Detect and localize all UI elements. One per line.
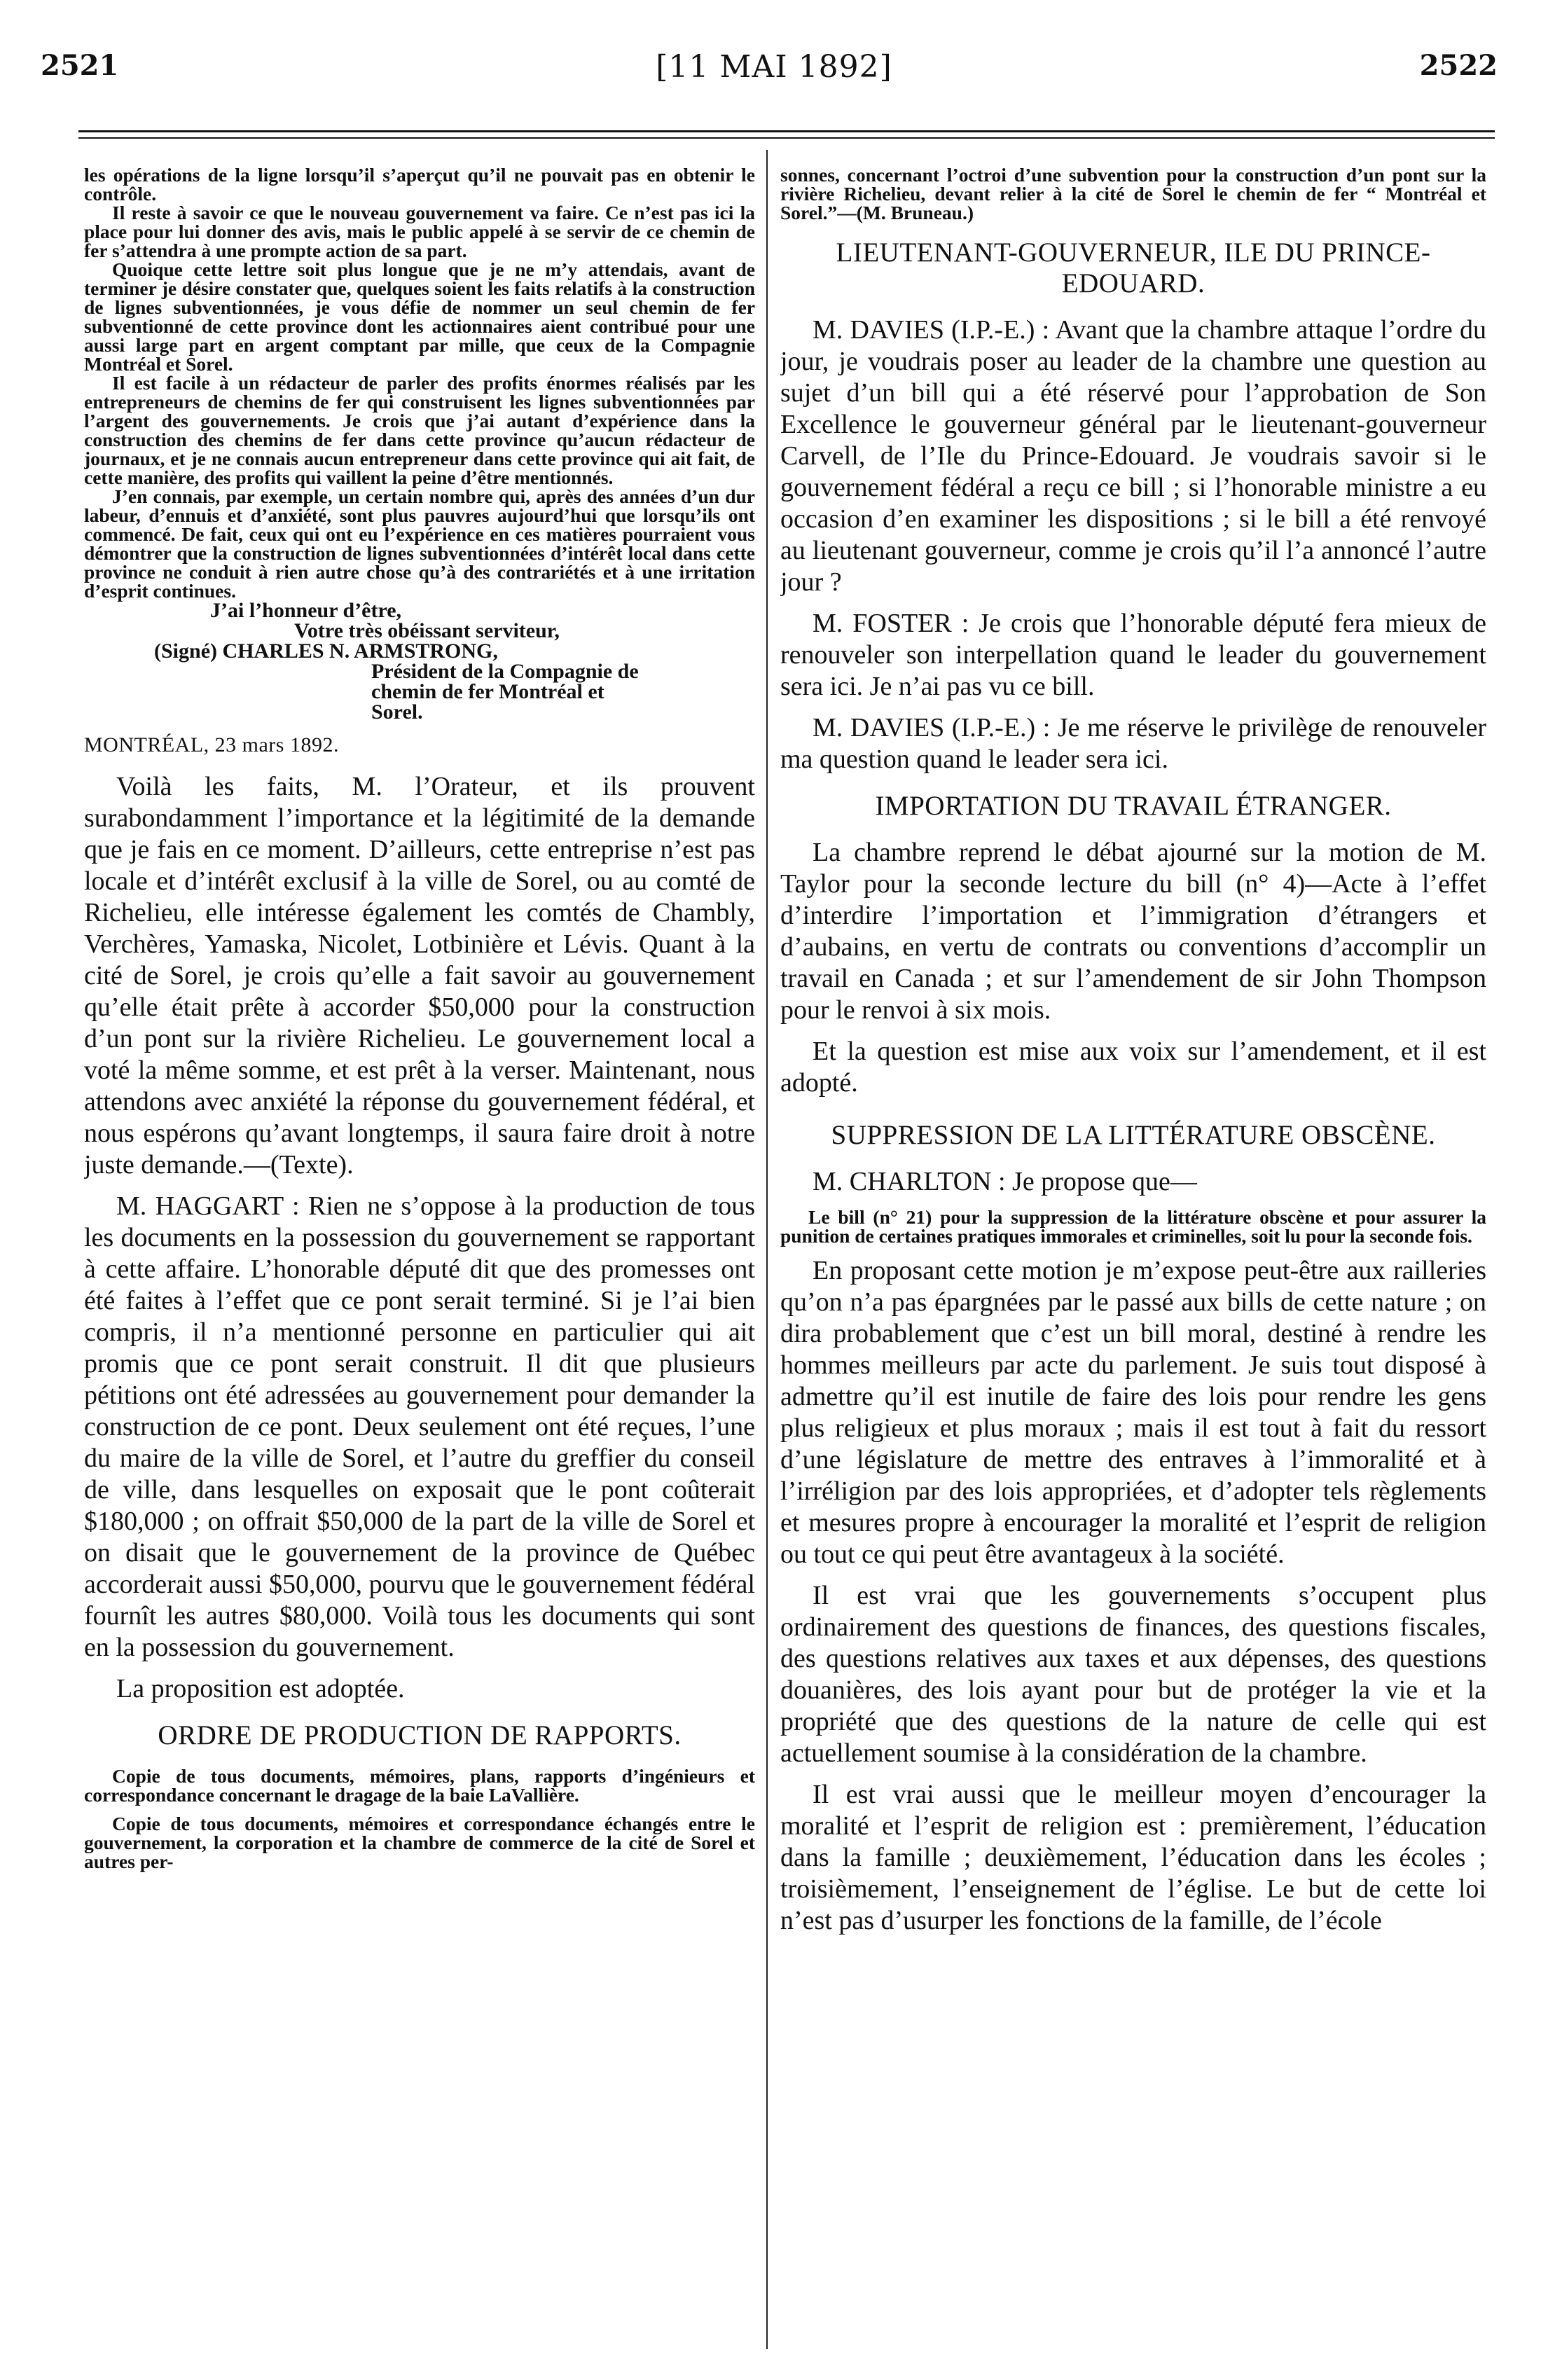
page-number-right: 2522 (1419, 49, 1498, 82)
left-column (84, 165, 755, 2344)
letter-dateline: MONTRÉAL, 23 mars 1892. (84, 733, 339, 756)
section-heading: SUPPRESSION DE LA LITTÉRATURE OBSCÈNE. (831, 1120, 1436, 1150)
letter-paragraph: les opérations de la ligne lorsqu’il s’aperçut qu’il ne pouvait pas en obtenir le contrôle. (84, 165, 755, 205)
motion-paragraph: Le bill (n° 21) pour la suppression de la littérature obscène et pour assurer la punition de certaines pratiques immorales et criminelles, soit lu pour la seconde fois. (780, 1206, 1486, 1247)
motion-paragraph: Copie de tous documents, mémoires, plans, rapports d’ingénieurs et correspondance concernant le dragage de la baie LaVallière. (84, 1765, 755, 1806)
speech-paragraph: M. DAVIES (I.P.-E.) : Avant que la chambre attaque l’ordre du jour, je voudrais poser au leader de la chambre une question au sujet d’un bill qui a été réservé pour l’approbation de Son Excellence le gouverneur général par le lieutenant-gouverneur Carvell, de l’Ile du Prince-Edouard. Je voudrais savoir si le gouvernement fédéral a reçu ce bill ; si l’honorable ministre a eu occasion d’en examiner les dispositions ; si le bill a été renvoyé au lieutenant gouverneur, comme je crois qu’il l’a annoncé l’autre jour ? (780, 315, 1486, 597)
section-heading: ORDRE DE PRODUCTION DE RAPPORTS. (158, 1720, 682, 1750)
speech-paragraph: En proposant cette motion je m’expose peut-être aux railleries qu’on n’a pas épargnées par le passé aux bills de cette nature ; on dira probablement que c’est un bill moral, destiné à rendre les hommes meilleurs par acte du parlement. Je suis tout disposé à admettre qu’il est inutile de faire des lois pour rendre les gens plus religieux et plus moraux ; mais il est tout à fait du ressort d’une législature de mettre des entraves à l’immoralité et à l’irréligion par des lois appropriées, et d’adopter tels règlements et mesures propre à encourager la moralité et l’esprit de religion ou tout ce qui peut être avantageux à la société. (780, 1256, 1486, 1569)
header-rule-bottom (78, 137, 1495, 139)
column-divider (766, 150, 768, 2349)
letter-paragraph: J’en connais, par exemple, un certain nombre qui, après des années d’un dur labeur, d’ennuis et d’anxiété, sont plus pauvres aujourd’hui que lorsqu’ils ont commencé. De fait, ceux qui ont eu l’expérience en ces matières pourraient vous démontrer que la construction de lignes subventionnées d’intérêt local dans cette province ne conduit à rien autre chose qu’à des contrariétés et à une irritation d’esprit continues. (84, 485, 755, 602)
speech-paragraph: M. HAGGART : Rien ne s’oppose à la production de tous les documents en la possession du gouvernement se rapportant à cette affaire. L’honorable député dit que des promesses ont été faites à l’effet que ce pont serait terminé. Si je l’ai bien compris, il n’a mentionné personne en particulier qui ait promis que ce pont serait construit. Il dit que plusieurs pétitions ont été adressées au gouvernement pour demander la construction de ce pont. Deux seulement ont été reçues, l’une du maire de la ville de Sorel, et l’autre du greffier du conseil de ville, dans lesquelles on exposait que le pont coûterait $180,000 ; on offrait $50,000 de la part de la ville de Sorel et on disait que le gouvernement de la province de Québec accorderait aussi $50,000, pourvu que le gouvernement fédéral fournît les autres $80,000. Voilà tous les documents qui sont en la possession du gouvernement. (84, 1191, 755, 1662)
letter-paragraph: Il reste à savoir ce que le nouveau gouvernement va faire. Ce n’est pas ici la place pour lui donner des avis, mais le public appelé à se servir de ce chemin de fer s’attendra à une prompte action de sa part. (84, 202, 755, 261)
speech-paragraph: La chambre reprend le débat ajourné sur la motion de M. Taylor pour la seconde lecture du bill (n° 4)—Acte à l’effet d’interdire l’importation et l’immigration d’étrangers et d’aubains, en vertu de contrats ou conventions d’accomplir un travail en Canada ; et sur l’amendement de sir John Thompson pour le renvoi à six mois. (780, 838, 1486, 1025)
speech-paragraph: M. CHARLTON : Je propose que— (813, 1167, 1197, 1196)
page-number-left: 2521 (41, 49, 119, 82)
signature-closing: J’ai l’honneur d’être, (210, 599, 402, 622)
header-rule-top (78, 130, 1495, 132)
signature-title: Sorel. (371, 700, 423, 724)
letter-paragraph: Quoique cette lettre soit plus longue que je ne m’y attendais, avant de terminer je désire constater que, quelques soient les faits relatifs à la construction de lignes subventionnées, je vous défie de nommer un seul chemin de fer subventionné de cette province dont les actionnaires aient contribué pour une aussi large part en argent comptant par mille, que ceux de la Compagnie Montréal et Sorel. (84, 258, 755, 375)
speech-paragraph: Voilà les faits, M. l’Orateur, et ils prouvent surabondamment l’importance et la légitimité de la demande que je fais en ce moment. D’ailleurs, cette entreprise n’est pas locale et d’intérêt exclusif à la ville de Sorel, ou au comté de Richelieu, elle intéresse également les comtés de Chambly, Verchères, Yamaska, Nicolet, Lotbinière et Lévis. Quant à la cité de Sorel, je crois qu’elle a fait savoir au gouvernement qu’elle était prête à accorder $50,000 pour la construction d’un pont sur la rivière Richelieu. Le gouvernement local a voté la même somme, et est prêt à la verser. Maintenant, nous attendons avec anxiété la réponse du gouvernement fédéral, et nous espérons qu’avant longtemps, il saura faire droit à notre juste demande.—(Texte). (84, 772, 755, 1179)
letter-paragraph: Il est facile à un rédacteur de parler des profits énormes réalisés par les entrepreneurs de chemins de fer qui construisent les lignes subventionnées par l’argent des gouvernements. Je crois que j’ai autant d’expérience dans la construction des chemins de fer dans cette province qu’aucun rédacteur de journaux, et je ne connais aucun entrepreneur dans cette province qui ait fait, de cette manière, des profits qui vaillent la peine d’être mentionnés. (84, 372, 755, 488)
signature-valediction: Votre très obéissant serviteur, (294, 619, 560, 642)
signature-title: Président de la Compagnie de (371, 660, 639, 683)
speech-paragraph: M. DAVIES (I.P.-E.) : Je me réserve le privilège de renouveler ma question quand le leader sera ici. (780, 713, 1486, 774)
speech-paragraph: Et la question est mise aux voix sur l’amendement, et il est adopté. (780, 1037, 1486, 1098)
motion-paragraph: Copie de tous documents, mémoires et correspondance échangés entre le gouvernement, la corporation et la chambre de commerce de la cité de Sorel et autres per- (84, 1813, 755, 1872)
letter-signature (84, 600, 755, 722)
speech-paragraph: Il est vrai que les gouvernements s’occupent plus ordinairement des questions de finances, des questions fiscales, des questions relatives aux taxes et aux dépenses, des questions douanières, des lois ayant pour but de protéger la vie et la propriété que des questions de la nature de celle qui est actuellement soumise à la considération de la chambre. (780, 1581, 1486, 1768)
signature-title: chemin de fer Montréal et (371, 680, 604, 703)
speech-paragraph: M. FOSTER : Je crois que l’honorable député fera mieux de renouveler son interpellation quand le leader du gouvernement sera ici. Je n’ai pas vu ce bill. (780, 609, 1486, 701)
signature-name: (Signé) CHARLES N. ARMSTRONG, (154, 639, 498, 663)
section-heading: IMPORTATION DU TRAVAIL ÉTRANGER. (875, 791, 1392, 821)
page-date: [11 MAI 1892] (656, 49, 892, 85)
right-column (780, 165, 1486, 2344)
speech-paragraph: Il est vrai aussi que le meilleur moyen d’encourager la moralité et l’esprit de religion est : premièrement, l’éducation dans la famille ; deuxièmement, l’éducation dans les écoles ; troisièmement, l’enseignement de l’église. Le but de cette loi n’est pas d’usurper les fonctions de la famille, de l’école (780, 1780, 1486, 1935)
motion-paragraph: sonnes, concernant l’octroi d’une subvention pour la construction d’un pont sur la rivière Richelieu, devant relier à la cité de Sorel le chemin de fer “ Montréal et Sorel.”—(M. Bruneau.) (780, 165, 1486, 223)
section-heading: LIEUTENANT-GOUVERNEUR, ILE DU PRINCE-EDOUARD. (836, 237, 1431, 298)
speech-paragraph: La proposition est adoptée. (116, 1674, 405, 1703)
